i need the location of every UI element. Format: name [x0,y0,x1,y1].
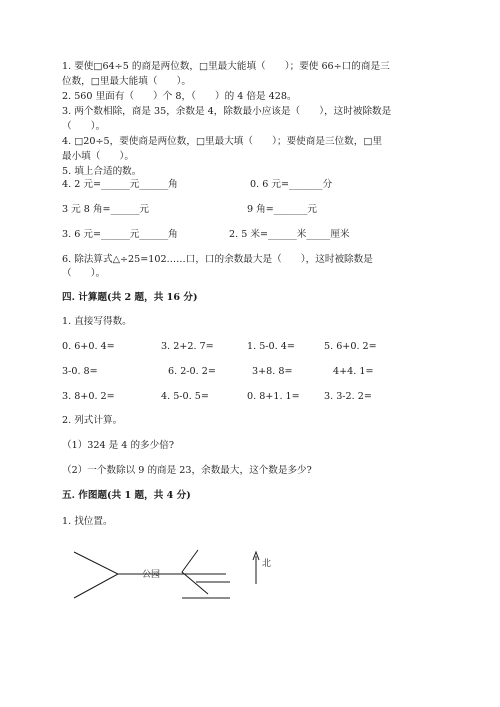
section5-title: 五. 作图题(共 1 题，共 4 分) [62,490,191,501]
q4-line1: 4. □20÷5，要使商是两位数，□里最大填（ ）；要使商是三位数，□里 [62,136,382,147]
calc-r2-c4: 4+4. 1= [333,366,374,377]
calc-r3-c1: 3. 8+0. 2= [62,391,115,402]
q1-line2: 位数，□里最大能填（ ）。 [62,76,191,87]
section4-q2: 2. 列式计算。 [62,415,123,426]
calc-r2-c3: 3+8. 8= [252,366,293,377]
left-road-fork [74,552,118,598]
calc-r3-c4: 3. 3-2. 2= [324,391,372,402]
calc-r1-c3: 1. 5-0. 4= [247,341,295,352]
unit-blank-r3b: 2. 5 米=______米_____厘米 [229,229,350,240]
q6-line1: 6. 除法算式△÷25=102……口，口的余数最大是（ ），这时被除数是 [62,254,373,265]
section4-q2a: （1）324 是 4 的多少倍? [62,440,174,451]
section4-q1: 1. 直接写得数。 [62,316,132,327]
calc-r3-c2: 4. 5-0. 5= [161,391,209,402]
q1-line1: 1. 要使□64÷5 的商是两位数，□里最大能填（ ）；要使 66÷口的商是三 [62,61,390,72]
section4-q2b: （2）一个数除以 9 的商是 23，余数最大，这个数是多少? [62,465,312,476]
location-map-drawing [70,548,300,608]
right-road-fork [182,550,208,594]
unit-blank-r2a: 3 元 8 角=______元 [62,204,149,215]
q2-line: 2. 560 里面有（ ）个 8，（ ）的 4 倍是 428。 [62,91,297,102]
calc-r3-c3: 0. 8+1. 1= [247,391,300,402]
q6-line2: （ ）。 [62,268,106,279]
park-label: 公园 [142,570,161,580]
section4-title: 四. 计算题(共 2 题，共 16 分) [62,292,198,303]
section5-q1: 1. 找位置。 [62,516,113,527]
q3-line1: 3. 两个数相除，商是 35，余数是 4，除数最小应该是（ ），这时被除数是 [62,106,392,117]
calc-r2-c1: 3-0. 8= [62,366,98,377]
calc-r2-c2: 6. 2-0. 2= [168,366,216,377]
calc-r1-c4: 5. 6+0. 2= [324,341,377,352]
location-map [70,548,300,612]
calc-r1-c2: 3. 2+2. 7= [161,341,214,352]
unit-blank-r1a: 4. 2 元=______元______角 [62,179,178,190]
q4-line2: 最小填（ ）。 [62,151,134,162]
q3-line2: （ ）。 [62,121,106,132]
calc-r1-c1: 0. 6+0. 4= [62,341,115,352]
unit-blank-r2b: 9 角=_______元 [247,204,317,215]
north-label: 北 [262,559,272,569]
unit-blank-r1b: 0. 6 元=_______分 [250,179,333,190]
q5-line: 5. 填上合适的数。 [62,166,142,177]
unit-blank-r3a: 3. 6 元=______元______角 [62,229,178,240]
